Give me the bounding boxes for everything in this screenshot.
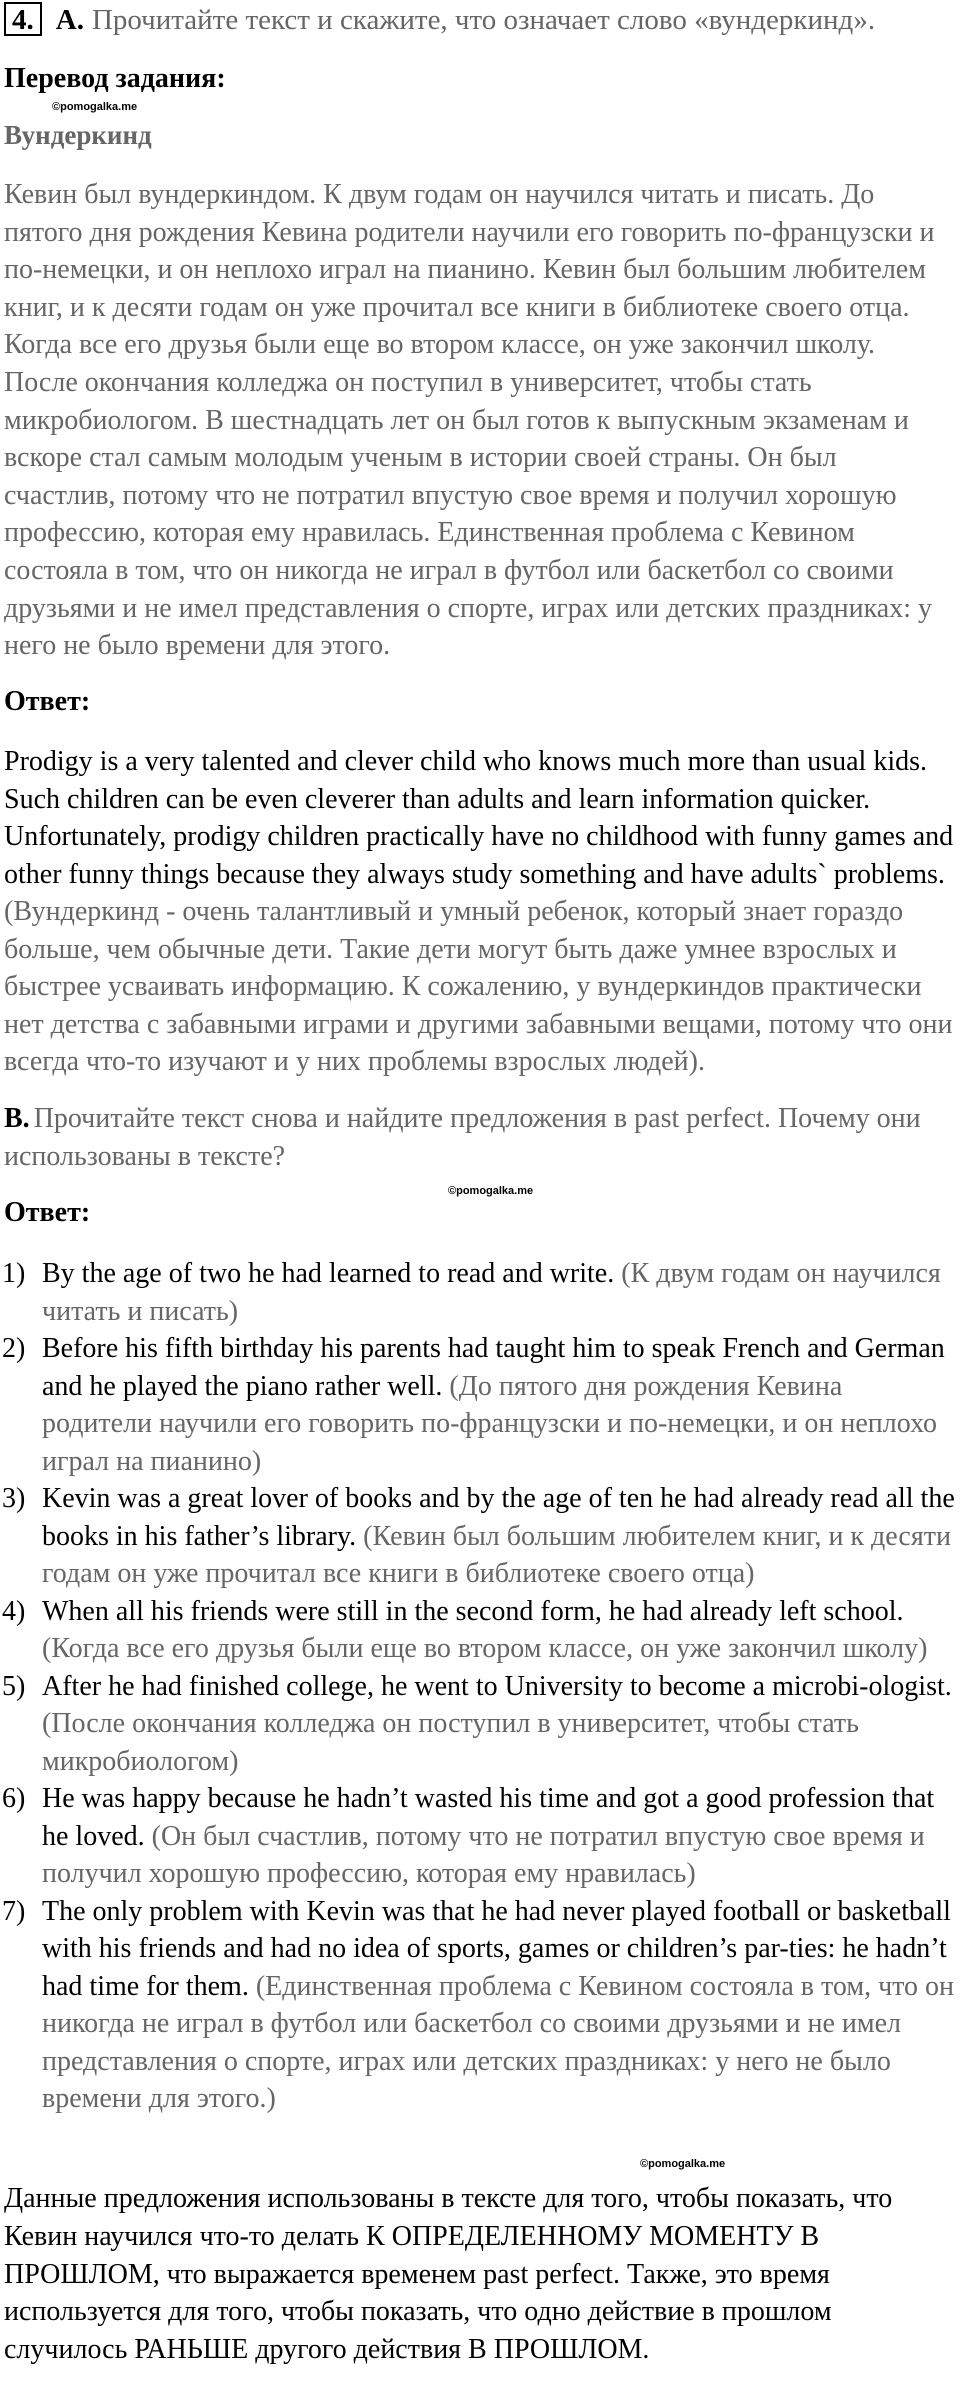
- item-english: He was happy because he hadn’t wasted his time and got a good profession that he loved.: [42, 1783, 935, 1852]
- answer-a-russian: (Вундеркинд - очень талантливый и умный ребенок, который знает гораздо больше, чем обычные дети. Такие дети могут быть даже умнее взрослых и быстрее усваивать информацию. К сожалению, у вундеркиндов практически нет детства с забавными играми и другими забавными вещами, потому что они всегда что-то изучают и у них проблемы взрослых людей).: [4, 896, 953, 1077]
- translation-heading: Перевод задания:: [4, 63, 226, 94]
- list-item: [0, 1593, 955, 1668]
- task-b-letter: B.: [4, 1103, 30, 1134]
- item-english: The only problem with Kevin was that he had never played football or basketball with his friends and had no idea of sports, games or children’s par-ties: he hadn’t had time for them.: [42, 1895, 951, 2002]
- task-a-instruction: Прочитайте текст и скажите, что означает слово «вундеркинд».: [91, 4, 876, 36]
- list-item: [0, 1330, 955, 1480]
- item-number: 5): [2, 1670, 26, 1702]
- answer-a-text: [4, 743, 954, 1081]
- task-a-letter: A.: [55, 4, 84, 36]
- item-russian: (К двум годам он научился читать и писать): [42, 1258, 941, 1327]
- item-number: 2): [2, 1333, 26, 1364]
- task-b-instruction: Прочитайте текст снова и найдите предложения в past perfect. Почему они использованы в тексте?: [4, 1103, 921, 1172]
- item-russian: (После окончания колледжа он поступил в университет, чтобы стать микробиологом): [42, 1708, 859, 1777]
- item-russian: (Кевин был большим любителем книг, и к десяти годам он уже прочитал все книги в библиотеке своего отца): [42, 1520, 951, 1589]
- translation-text: Кевин был вундеркиндом. К двум годам он научился читать и писать. До пятого дня рождения Кевина родители научили его говорить по-французски и по-немецки, и он неплохо играл на пианино. Кевин был большим любителем книг, и к десяти годам он уже прочитал все книги в библиотеке своего отца. Когда все его друзья были еще во втором классе, он уже закончил школу. После окончания колледжа он поступил в университет, чтобы стать микробиологом. В шестнадцать лет он был готов к выпускным экзаменам и вскоре стал самым молодым ученым в истории своей страны. Он был счастлив, потому что не потратил впустую свое время и получил хорошую профессию, которая ему нравилась. Единственная проблема с Кевином состояла в том, что он никогда не играл в футбол или баскетбол со своими друзьями и не имел представления о спорте, играх или детских праздниках: у него не было времени для этого.: [4, 179, 935, 662]
- list-item: [0, 1780, 955, 1893]
- item-russian: (Он был счастлив, потому что не потратил впустую свое время и получил хорошую профессию, которая ему нравилась): [42, 1820, 925, 1889]
- list-item: [0, 1255, 955, 1330]
- list-item: [0, 1480, 955, 1593]
- watermark-1: ©pomogalka.me: [52, 101, 138, 113]
- item-english: Kevin was a great lover of books and by the age of ten he had already read all the books in his father’s library.: [42, 1483, 955, 1552]
- answer-b-heading: Ответ:: [4, 1197, 91, 1228]
- list-item: [0, 1893, 955, 2118]
- task-a-header: [4, 2, 954, 38]
- item-number: 1): [2, 1258, 26, 1289]
- item-number: 4): [2, 1595, 26, 1627]
- item-number: 3): [2, 1483, 26, 1514]
- item-number: 7): [2, 1895, 26, 1927]
- item-english: After he had finished college, he went to University to become a microbi-ologist.: [42, 1670, 952, 1702]
- list-item: [0, 1668, 955, 1781]
- answer-a-heading: Ответ:: [4, 686, 91, 717]
- item-number: 6): [2, 1783, 26, 1814]
- item-russian: (До пятого дня рождения Кевина родители научили его говорить по-французски и по-немецки, и он неплохо играл на пианино): [42, 1370, 938, 1477]
- answer-a-english: Prodigy is a very talented and clever child who knows much more than usual kids. Such children can be even cleverer than adults and learn information quicker. Unfortunately, prodigy children practically have no childhood with funny games and other funny things because they always study something and have adults` problems.: [4, 746, 954, 890]
- text-title: Вундеркинд: [4, 120, 152, 150]
- task-number: 4.: [4, 2, 42, 36]
- item-russian: (Единственная проблема с Кевином состояла в том, что он никогда не играл в футбол или баскетбол со своими друзьями и не имел представления о спорте, играх или детских праздниках: у него не было времени для этого.): [42, 1970, 954, 2114]
- item-english: When all his friends were still in the second form, he had already left school.: [42, 1595, 904, 1627]
- item-english: By the age of two he had learned to read and write.: [42, 1258, 615, 1289]
- watermark-3: ©pomogalka.me: [640, 2158, 726, 2170]
- watermark-2: ©pomogalka.me: [448, 1185, 534, 1197]
- sentence-list: [0, 1255, 955, 2118]
- conclusion-text: Данные предложения использованы в тексте для того, чтобы показать, что Кевин научился что-то делать К ОПРЕДЕЛЕННОМУ МОМЕНТУ В ПРОШЛОМ, что выражается временем past perfect. Также, это время используется для того, чтобы показать, что одно действие в прошлом случилось РАНЬШЕ другого действия В ПРОШЛОМ.: [4, 2183, 893, 2366]
- item-english: Before his fifth birthday his parents had taught him to speak French and German and he played the piano rather well.: [42, 1333, 945, 1402]
- item-russian: (Когда все его друзья были еще во втором классе, он уже закончил школу): [42, 1633, 928, 1664]
- task-b-header: [4, 1100, 954, 1175]
